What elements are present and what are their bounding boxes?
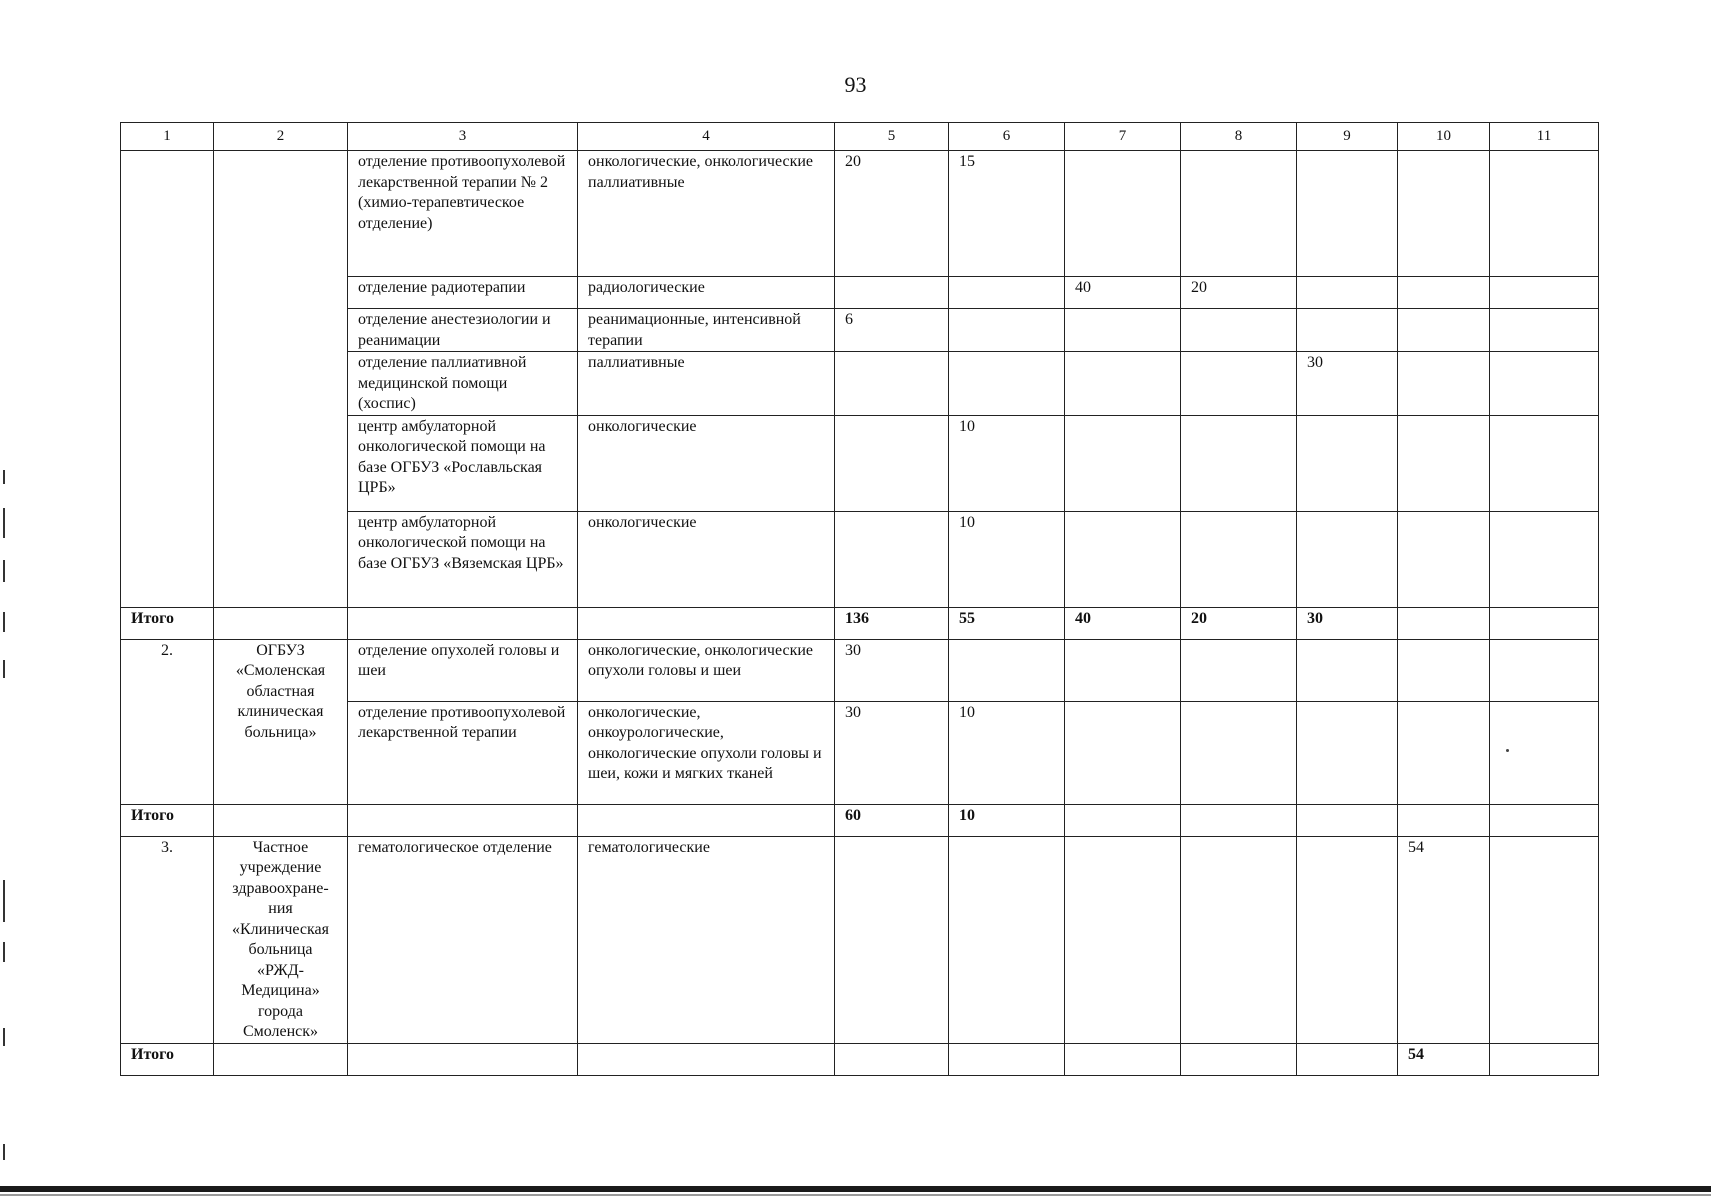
row-number-cell (121, 151, 214, 608)
value-cell-7 (1065, 836, 1181, 1043)
value-cell-9 (1297, 639, 1398, 701)
profile-cell: онкологические (578, 415, 835, 511)
organization-cell: Частное учреждение здравоохране-ния «Клиническая больница «РЖД-Медицина» города Смоленск» (214, 836, 348, 1043)
header-cell: 8 (1181, 123, 1297, 151)
value-cell-6 (949, 836, 1065, 1043)
value-cell-11 (1490, 836, 1599, 1043)
total-row (121, 1043, 1599, 1075)
table-row (121, 836, 1599, 1043)
department-cell: центр амбулаторной онкологической помощи на базе ОГБУЗ «Рославльская ЦРБ» (348, 415, 578, 511)
value-cell-6: 15 (949, 151, 1065, 277)
total-cell-5: 60 (835, 804, 949, 836)
scan-edge-line (0, 1194, 1711, 1196)
value-cell-10 (1398, 639, 1490, 701)
total-label: Итого (121, 804, 214, 836)
total-label: Итого (121, 607, 214, 639)
value-cell-5 (835, 511, 949, 607)
value-cell-8 (1181, 415, 1297, 511)
beds-table (120, 122, 1599, 1076)
value-cell-5: 30 (835, 701, 949, 804)
empty-cell (348, 804, 578, 836)
header-cell: 3 (348, 123, 578, 151)
header-cell: 11 (1490, 123, 1599, 151)
department-cell: отделение противоопухолевой лекарственной терапии № 2 (химио-терапевтическое отделение) (348, 151, 578, 277)
scan-margin-mark (3, 660, 5, 678)
table-row (121, 639, 1599, 701)
total-cell-10 (1398, 804, 1490, 836)
value-cell-11 (1490, 309, 1599, 352)
value-cell-9 (1297, 309, 1398, 352)
value-cell-5 (835, 277, 949, 309)
value-cell-7: 40 (1065, 277, 1181, 309)
value-cell-6: 10 (949, 511, 1065, 607)
total-cell-5: 136 (835, 607, 949, 639)
header-cell: 10 (1398, 123, 1490, 151)
value-cell-7 (1065, 701, 1181, 804)
profile-cell: паллиативные (578, 352, 835, 416)
profile-cell: онкологические (578, 511, 835, 607)
scan-margin-mark (3, 942, 5, 962)
value-cell-9 (1297, 277, 1398, 309)
value-cell-8 (1181, 836, 1297, 1043)
profile-cell: онкологические, онкоурологические, онкологические опухоли головы и шеи, кожи и мягких тканей (578, 701, 835, 804)
value-cell-6 (949, 639, 1065, 701)
value-cell-10 (1398, 277, 1490, 309)
profile-cell: гематологические (578, 836, 835, 1043)
row-number-cell: 3. (121, 836, 214, 1043)
total-cell-9: 30 (1297, 607, 1398, 639)
header-cell: 2 (214, 123, 348, 151)
value-cell-5 (835, 352, 949, 416)
header-row (121, 123, 1599, 151)
total-cell-6 (949, 1043, 1065, 1075)
scan-margin-mark (3, 470, 5, 484)
header-cell: 9 (1297, 123, 1398, 151)
scan-margin-mark (3, 612, 5, 632)
value-cell-8 (1181, 352, 1297, 416)
department-cell: отделение радиотерапии (348, 277, 578, 309)
total-cell-8 (1181, 804, 1297, 836)
department-cell: отделение противоопухолевой лекарственной терапии (348, 701, 578, 804)
profile-cell: онкологические, онкологические опухоли головы и шеи (578, 639, 835, 701)
total-cell-7 (1065, 804, 1181, 836)
department-cell: отделение опухолей головы и шеи (348, 639, 578, 701)
scan-dot (1506, 749, 1509, 752)
profile-cell: радиологические (578, 277, 835, 309)
empty-cell (578, 804, 835, 836)
value-cell-6: 10 (949, 415, 1065, 511)
value-cell-9: 30 (1297, 352, 1398, 416)
value-cell-5: 30 (835, 639, 949, 701)
total-cell-11 (1490, 1043, 1599, 1075)
total-cell-11 (1490, 804, 1599, 836)
empty-cell (214, 607, 348, 639)
total-cell-11 (1490, 607, 1599, 639)
empty-cell (348, 607, 578, 639)
value-cell-10 (1398, 309, 1490, 352)
value-cell-11 (1490, 352, 1599, 416)
value-cell-7 (1065, 511, 1181, 607)
value-cell-9 (1297, 701, 1398, 804)
total-label: Итого (121, 1043, 214, 1075)
value-cell-11 (1490, 701, 1599, 804)
value-cell-10: 54 (1398, 836, 1490, 1043)
value-cell-5: 20 (835, 151, 949, 277)
row-number-cell: 2. (121, 639, 214, 804)
value-cell-5 (835, 836, 949, 1043)
value-cell-9 (1297, 151, 1398, 277)
total-cell-7: 40 (1065, 607, 1181, 639)
value-cell-7 (1065, 151, 1181, 277)
department-cell: отделение анестезиологии и реанимации (348, 309, 578, 352)
value-cell-6 (949, 352, 1065, 416)
value-cell-10 (1398, 352, 1490, 416)
scan-margin-mark (3, 508, 5, 538)
header-cell: 7 (1065, 123, 1181, 151)
organization-cell: ОГБУЗ «Смоленская областная клиническая больница» (214, 639, 348, 804)
empty-cell (578, 607, 835, 639)
header-cell: 4 (578, 123, 835, 151)
total-row (121, 804, 1599, 836)
value-cell-11 (1490, 277, 1599, 309)
value-cell-7 (1065, 352, 1181, 416)
total-cell-8: 20 (1181, 607, 1297, 639)
scan-margin-mark (3, 880, 5, 922)
empty-cell (214, 804, 348, 836)
value-cell-5: 6 (835, 309, 949, 352)
value-cell-6 (949, 277, 1065, 309)
total-row (121, 607, 1599, 639)
value-cell-9 (1297, 511, 1398, 607)
profile-cell: онкологические, онкологические паллиативные (578, 151, 835, 277)
page-number: 93 (844, 72, 867, 97)
total-cell-6: 10 (949, 804, 1065, 836)
total-cell-10: 54 (1398, 1043, 1490, 1075)
value-cell-7 (1065, 415, 1181, 511)
total-cell-7 (1065, 1043, 1181, 1075)
value-cell-6: 10 (949, 701, 1065, 804)
value-cell-8 (1181, 151, 1297, 277)
value-cell-6 (949, 309, 1065, 352)
total-cell-9 (1297, 1043, 1398, 1075)
header-cell: 1 (121, 123, 214, 151)
empty-cell (578, 1043, 835, 1075)
scan-margin-mark (3, 1028, 5, 1046)
empty-cell (214, 1043, 348, 1075)
value-cell-8 (1181, 511, 1297, 607)
header-cell: 5 (835, 123, 949, 151)
value-cell-9 (1297, 415, 1398, 511)
value-cell-10 (1398, 151, 1490, 277)
value-cell-11 (1490, 639, 1599, 701)
value-cell-11 (1490, 151, 1599, 277)
profile-cell: реанимационные, интенсивной терапии (578, 309, 835, 352)
total-cell-6: 55 (949, 607, 1065, 639)
department-cell: отделение паллиативной медицинской помощи (хоспис) (348, 352, 578, 416)
department-cell: центр амбулаторной онкологической помощи на базе ОГБУЗ «Вяземская ЦРБ» (348, 511, 578, 607)
value-cell-8 (1181, 639, 1297, 701)
value-cell-11 (1490, 511, 1599, 607)
value-cell-11 (1490, 415, 1599, 511)
department-cell: гематологическое отделение (348, 836, 578, 1043)
scan-edge-bar (0, 1186, 1711, 1192)
value-cell-8: 20 (1181, 277, 1297, 309)
value-cell-7 (1065, 639, 1181, 701)
total-cell-8 (1181, 1043, 1297, 1075)
total-cell-5 (835, 1043, 949, 1075)
value-cell-5 (835, 415, 949, 511)
value-cell-10 (1398, 415, 1490, 511)
value-cell-8 (1181, 701, 1297, 804)
empty-cell (348, 1043, 578, 1075)
value-cell-10 (1398, 511, 1490, 607)
total-cell-9 (1297, 804, 1398, 836)
table-row (121, 151, 1599, 277)
scan-margin-mark (3, 560, 5, 582)
value-cell-8 (1181, 309, 1297, 352)
header-cell: 6 (949, 123, 1065, 151)
total-cell-10 (1398, 607, 1490, 639)
value-cell-7 (1065, 309, 1181, 352)
organization-cell (214, 151, 348, 608)
value-cell-9 (1297, 836, 1398, 1043)
value-cell-10 (1398, 701, 1490, 804)
scan-margin-mark (3, 1144, 5, 1160)
